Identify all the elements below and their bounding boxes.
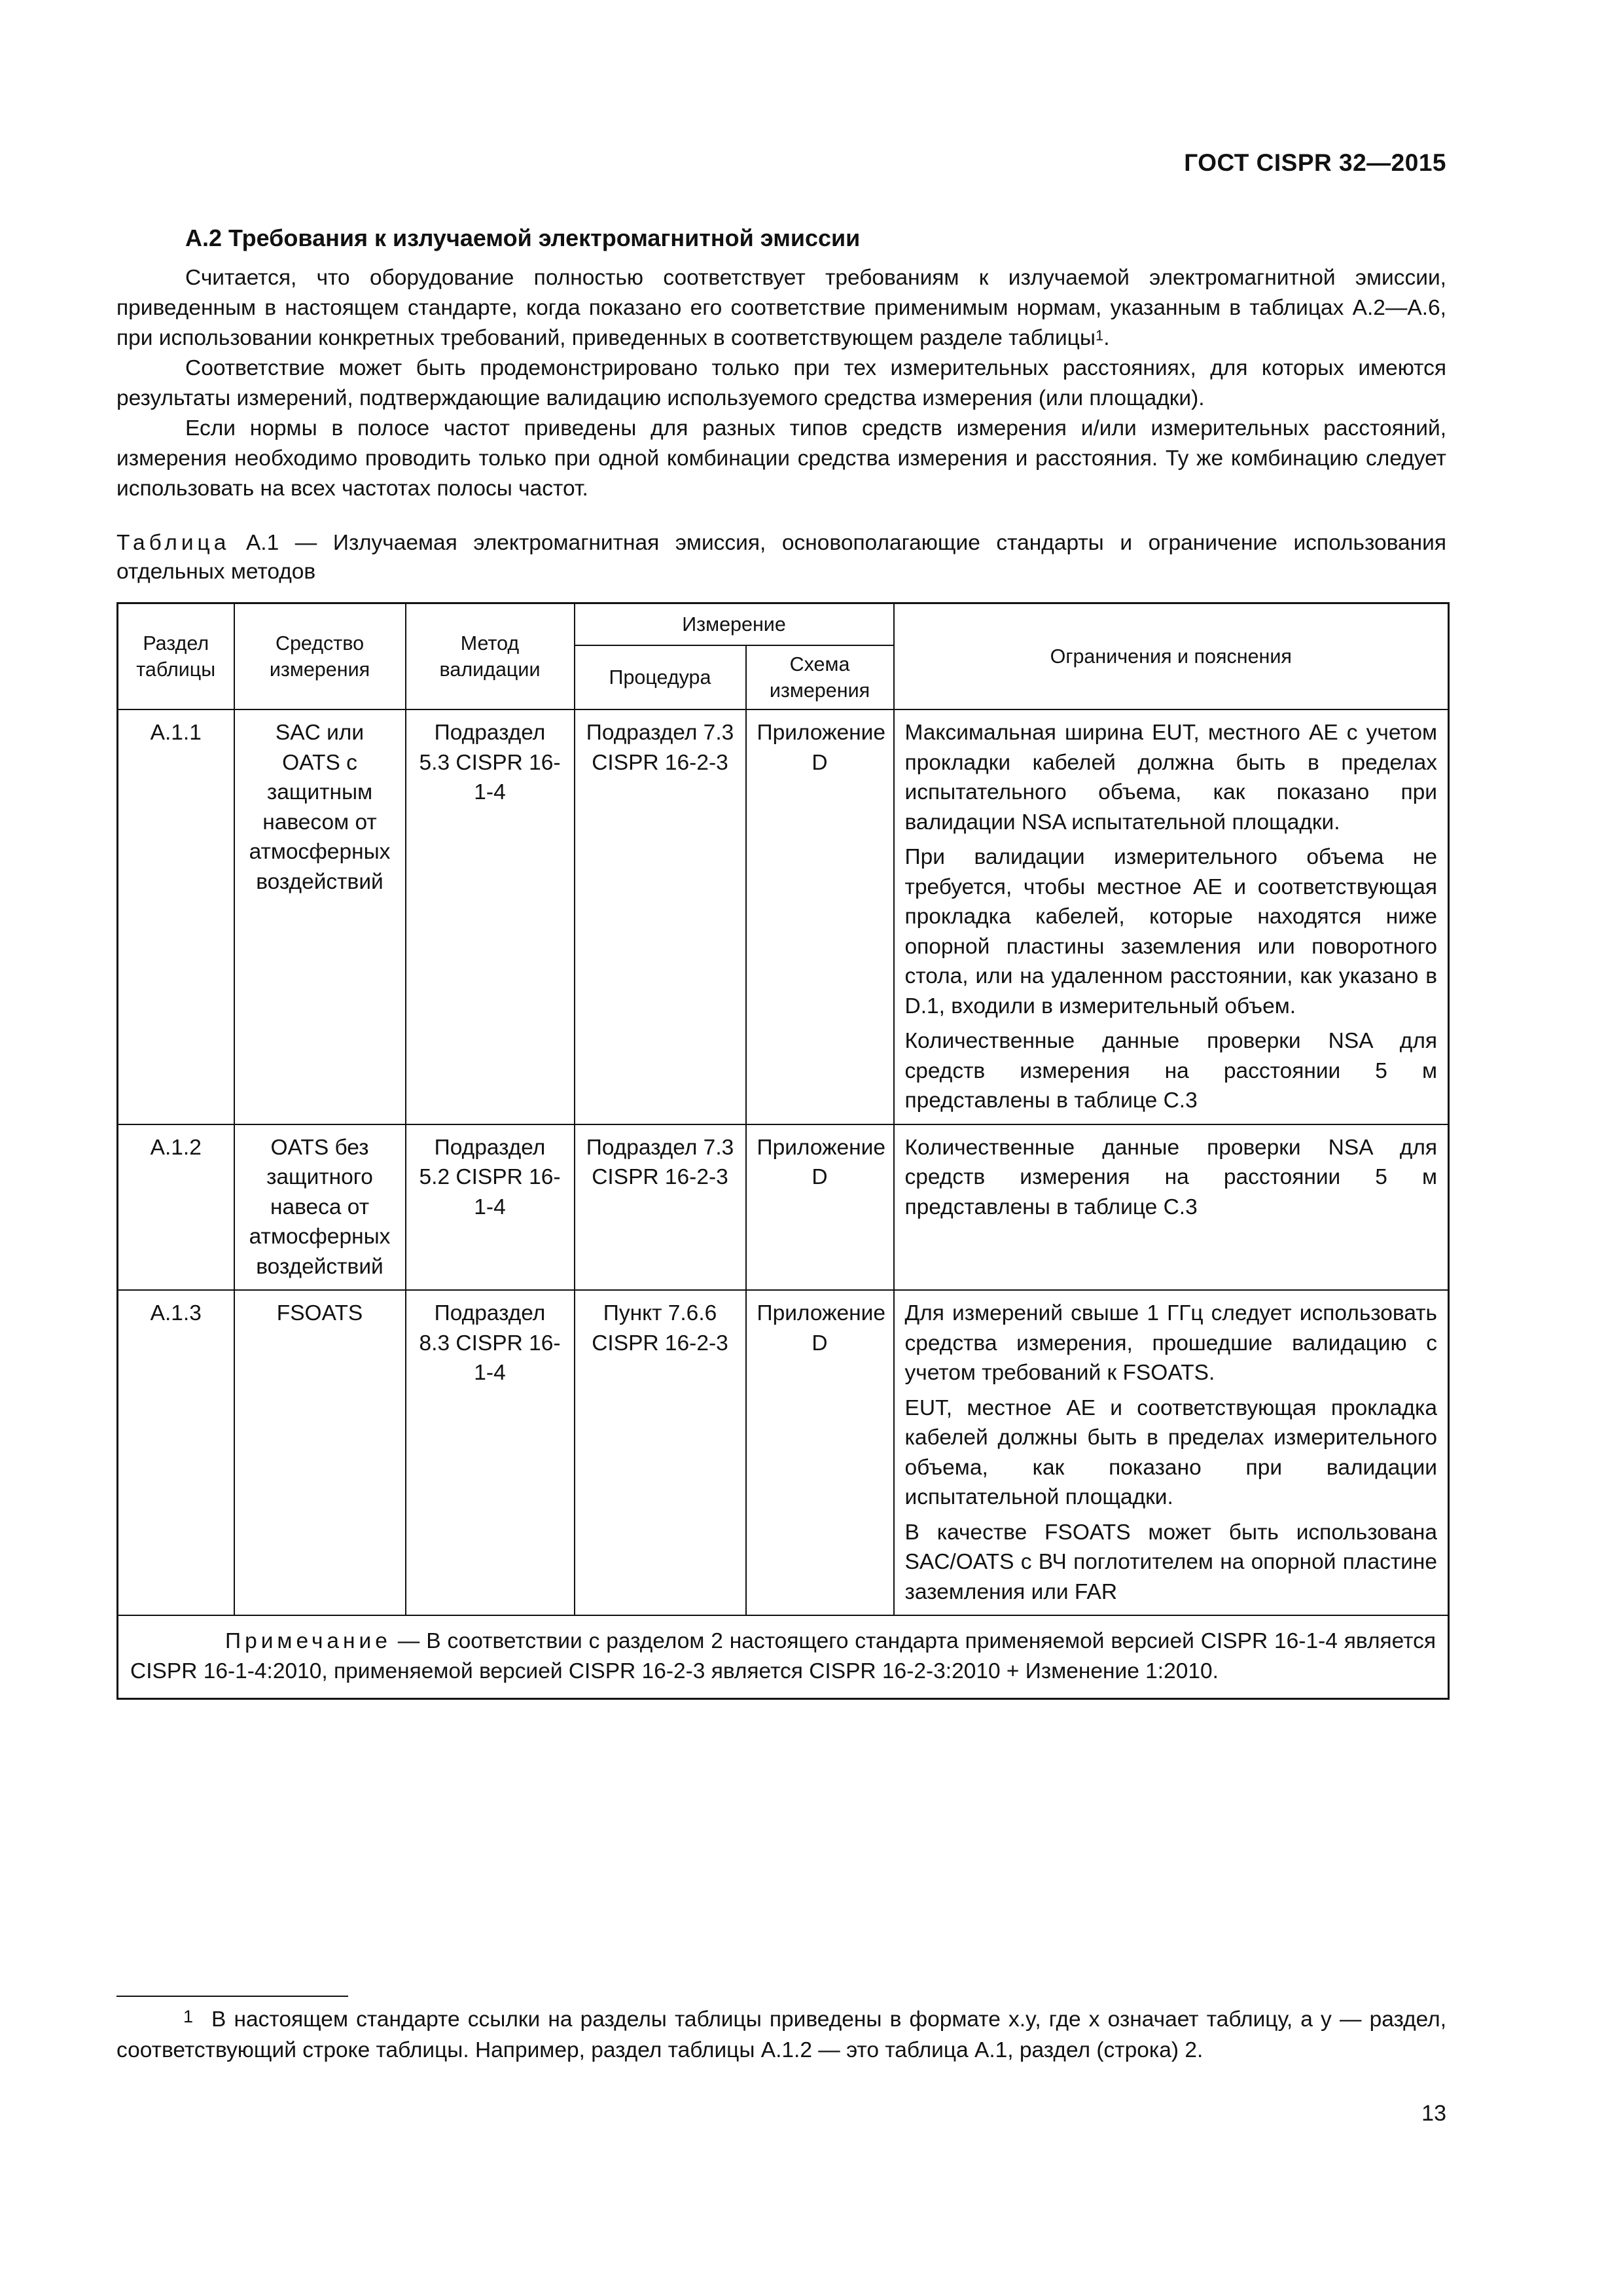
cell-section: А.1.2 bbox=[118, 1124, 234, 1291]
cell-section: А.1.3 bbox=[118, 1290, 234, 1615]
table-row bbox=[118, 1124, 1449, 1291]
cell-validation: Подраздел 5.3 CISPR 16-1-4 bbox=[406, 709, 575, 1124]
header-section: Раздел таблицы bbox=[118, 603, 234, 710]
cell-setup: Приложение D bbox=[746, 1290, 894, 1615]
header-validation: Метод валидации bbox=[406, 603, 575, 710]
table-note-text: — В соответствии с разделом 2 настоящего стандарта применяемой версией CISPR 16-1-4 является CISPR 16-1-4:2010, применяемой версией CISPR 16-2-3 является CISPR 16-2-3:2010 + Изменение 1:2010. bbox=[130, 1629, 1436, 1683]
footnote bbox=[116, 2005, 1446, 2066]
cell-validation: Подраздел 5.2 CISPR 16-1-4 bbox=[406, 1124, 575, 1291]
paragraph-1 bbox=[116, 263, 1446, 353]
note-paragraph: Количественные данные проверки NSA для средств измерения на расстоянии 5 м представлены в таблице С.3 bbox=[904, 1029, 1438, 1113]
table-row bbox=[118, 1290, 1449, 1615]
page-number: 13 bbox=[1421, 2101, 1446, 2126]
header-facility: Средство измерения bbox=[234, 603, 406, 710]
paragraph-2: Соответствие может быть продемонстрировано только при тех измерительных расстояниях, для которых имеются результаты измерений, подтверждающие валидацию используемого средства измерения (или площадки). bbox=[116, 356, 1446, 410]
cell-notes bbox=[894, 709, 1449, 1124]
document-header: ГОСТ CISPR 32—2015 bbox=[1184, 149, 1446, 176]
section-title: А.2 Требования к излучаемой электромагнитной эмиссии bbox=[185, 224, 861, 251]
cell-notes bbox=[894, 1290, 1449, 1615]
cell-validation: Подраздел 8.3 CISPR 16-1-4 bbox=[406, 1290, 575, 1615]
note-paragraph: При валидации измерительного объема не требуется, чтобы местное АЕ и соответствующая прокладка кабелей, которые находятся ниже опорной пластины заземления или поворотного стола, или на удаленном расстоянии, как указано в D.1, входили в измерительный объем. bbox=[904, 845, 1438, 1018]
table-caption-text: А.1 — Излучаемая электромагнитная эмиссия, основополагающие стандарты и ограничение использования отдельных методов bbox=[116, 531, 1446, 584]
footnote-mark: 1 bbox=[183, 2007, 194, 2026]
paragraph-1-text: Считается, что оборудование полностью соответствует требованиям к излучаемой электромагнитной эмиссии, приведенным в настоящем стандарте, когда показано его соответствие применимым нормам, указанным в таблицах А.2—А.6, при использовании конкретных требований, приведенных в соответствующем разделе таблицы bbox=[116, 266, 1446, 350]
footnote-divider bbox=[116, 1996, 348, 1997]
note-paragraph: EUT, местное АЕ и соответствующая прокладка кабелей должны быть в пределах измерительного объема, как показано при валидации испытательной площадки. bbox=[904, 1395, 1438, 1509]
footnote-reference[interactable]: 1 bbox=[1095, 327, 1104, 344]
paragraph-3: Если нормы в полосе частот приведены для разных типов средств измерения и/или измерительных расстояний, измерения необходимо проводить только при одной комбинации средства измерения и расстояния. Ту же комбинацию следует использовать на всех частотах полосы частот. bbox=[116, 416, 1446, 501]
table-header-row bbox=[118, 603, 1449, 646]
header-procedure: Процедура bbox=[575, 645, 746, 709]
table-note bbox=[118, 1615, 1449, 1699]
cell-facility: SAC или OATS с защитным навесом от атмосферных воздействий bbox=[234, 709, 406, 1124]
table-caption bbox=[116, 529, 1446, 586]
note-paragraph: Максимальная ширина EUT, местного АЕ с учетом прокладки кабелей должна быть в пределах испытательного объема, как показано при валидации NSA испытательной площадки. bbox=[904, 721, 1438, 834]
table-note-row bbox=[118, 1615, 1449, 1699]
body-text bbox=[116, 263, 1446, 504]
table-caption-label: Таблица bbox=[116, 531, 230, 555]
header-measurement: Измерение bbox=[575, 603, 894, 646]
cell-setup: Приложение D bbox=[746, 709, 894, 1124]
header-setup: Схема измерения bbox=[746, 645, 894, 709]
note-paragraph: Количественные данные проверки NSA для средств измерения на расстоянии 5 м представлены в таблице С.3 bbox=[904, 1135, 1438, 1219]
table-row bbox=[118, 709, 1449, 1124]
table-note-label: Примечание bbox=[225, 1629, 391, 1653]
cell-setup: Приложение D bbox=[746, 1124, 894, 1291]
cell-facility: FSOATS bbox=[234, 1290, 406, 1615]
cell-facility: OATS без защитного навеса от атмосферных воздействий bbox=[234, 1124, 406, 1291]
cell-procedure: Пункт 7.6.6 CISPR 16-2-3 bbox=[575, 1290, 746, 1615]
cell-notes bbox=[894, 1124, 1449, 1291]
emission-table bbox=[116, 602, 1450, 1700]
note-paragraph: В качестве FSOATS может быть использована SAC/OATS с ВЧ поглотителем на опорной пластине заземления или FAR bbox=[904, 1520, 1438, 1604]
paragraph-1-end: . bbox=[1103, 326, 1110, 350]
footnote-text: В настоящем стандарте ссылки на разделы таблицы приведены в формате x.y, где x означает таблицу, а y — раздел, соответствующий строке таблицы. Например, раздел таблицы А.1.2 — это таблица А.1, раздел (строка) 2. bbox=[116, 2007, 1446, 2062]
note-paragraph: Для измерений свыше 1 ГГц следует использовать средства измерения, прошедшие валидацию с учетом требований к FSOATS. bbox=[904, 1301, 1438, 1385]
cell-procedure: Подраздел 7.3 CISPR 16-2-3 bbox=[575, 1124, 746, 1291]
cell-procedure: Подраздел 7.3 CISPR 16-2-3 bbox=[575, 709, 746, 1124]
cell-section: А.1.1 bbox=[118, 709, 234, 1124]
header-notes: Ограничения и пояснения bbox=[894, 603, 1449, 710]
